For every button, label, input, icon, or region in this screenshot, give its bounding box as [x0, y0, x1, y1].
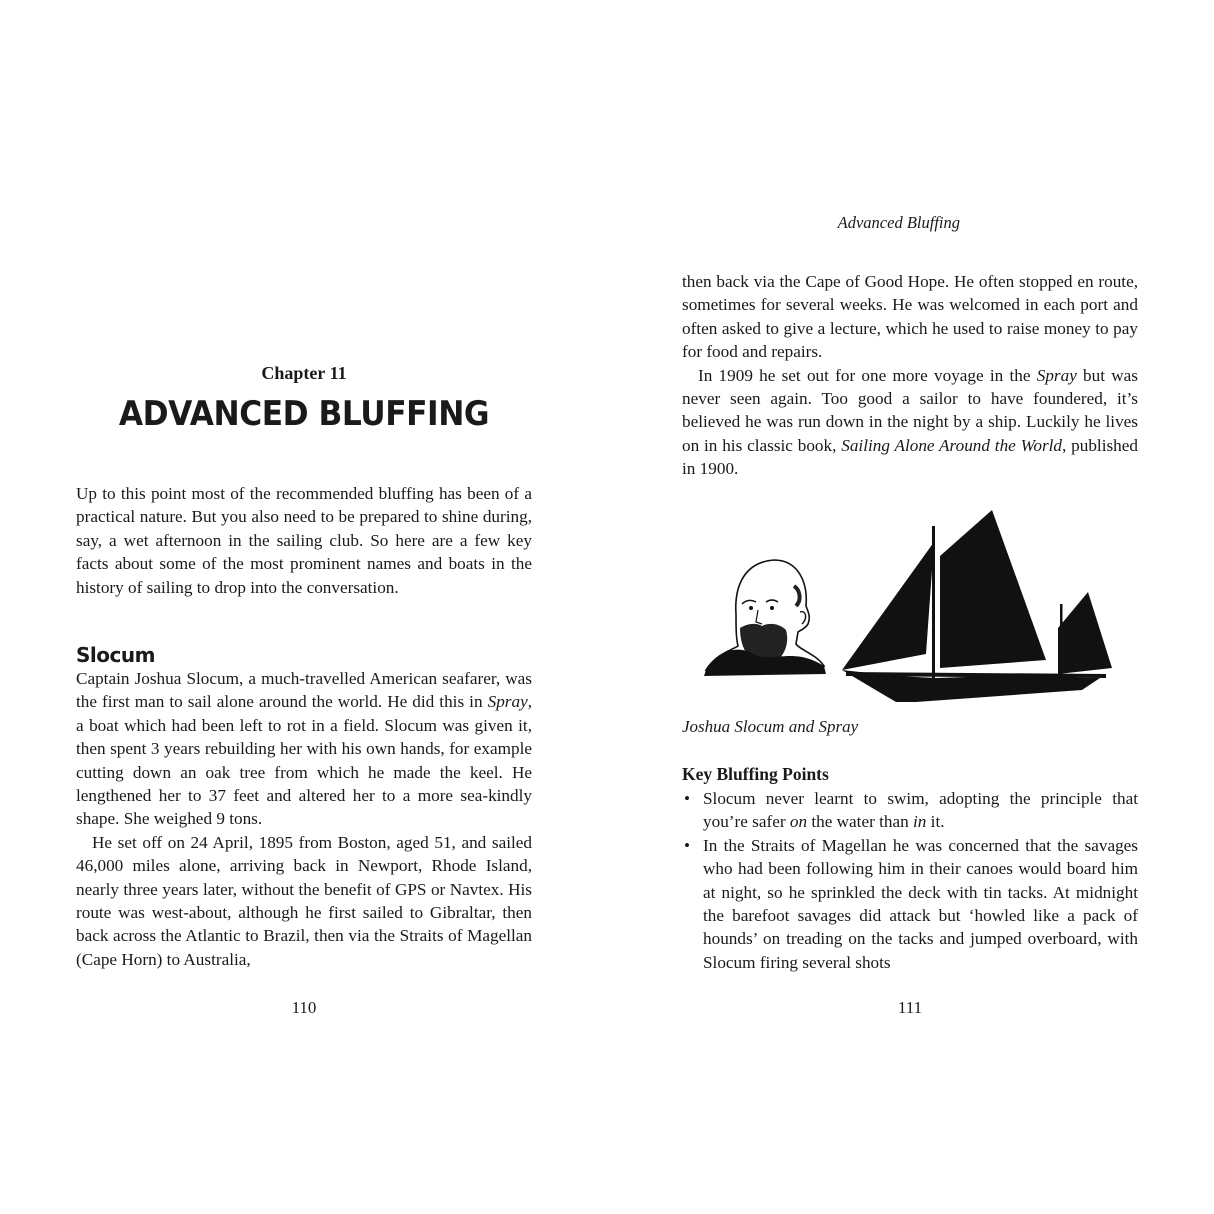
text-run: the water than	[807, 812, 913, 832]
illustration	[696, 494, 1126, 704]
key-points-heading: Key Bluffing Points	[682, 764, 829, 784]
page-number: 111	[897, 998, 923, 1017]
text-run: but was never seen again. Too good a sailor to have foundered, it’s believed he was run down in the night by a ship. Luckily he lives on in his classic book,	[682, 365, 1138, 455]
text-run: , a boat which had been left to rot in a field. Slocum was given it, then spent 3 years rebuilding her with his own hands, for example cutting down an oak tree from which he made the keel. He lengthened her to 37 feet and altered her to a more sea-kindly shape. She weighed 9 tons.	[76, 692, 532, 829]
chapter-label: Chapter 11	[261, 363, 347, 383]
page-number: 110	[291, 998, 317, 1017]
section-heading: Slocum	[76, 643, 155, 667]
intro-paragraph: Up to this point most of the recommended bluffing has been of a practical nature. But you also need to be prepared to shine during, say, a wet afternoon in the sailing club. So here are a few key facts about some of the most prominent names and boats in the history of sailing to drop into the conversation.	[76, 484, 532, 597]
text-run: Slocum never learnt to swim, adopting the principle that you’re safer	[703, 789, 1138, 832]
paragraph: then back via the Cape of Good Hope. He often stopped en route, sometimes for several weeks. He was welcomed in each port and often asked to give a lecture, which he used to raise money to pay for food and repairs.	[682, 272, 1138, 362]
section-body	[76, 667, 532, 971]
text-run: it.	[926, 812, 945, 832]
running-head-text: Advanced Bluffing	[837, 213, 960, 232]
paragraph	[76, 667, 532, 831]
chapter-title: ADVANCED BLUFFING	[118, 394, 490, 434]
illustration-caption: Joshua Slocum and Spray	[682, 717, 859, 736]
bearded-man-portrait-icon	[696, 494, 1126, 704]
boat-name: Spray	[1036, 365, 1077, 385]
list-item	[682, 787, 1138, 834]
paragraph: He set off on 24 April, 1895 from Boston, aged 51, and sailed 46,000 miles alone, arriving back in Newport, Rhode Island, nearly three years later, without the benefit of GPS or Navtex. His route was west-about, although he first sailed to Gibraltar, then back across the Atlantic to Brazil, then via the Straits of Magellan (Cape Horn) to Australia,	[76, 832, 532, 969]
key-points-list	[682, 787, 1138, 974]
portrait-icon	[704, 560, 826, 676]
emphasis: in	[913, 812, 927, 832]
text-run: Captain Joshua Slocum, a much-travelled American seafarer, was the first man to sail alone around the world. He did this in	[76, 669, 532, 712]
text-run: , published in 1900.	[682, 435, 1138, 479]
running-head	[682, 213, 1138, 233]
list-item: • In the Straits of Magellan he was concerned that the savages who had been following him in their canoes would board him at night, so he sprinkled the deck with tin tacks. At midnight the barefoot savages did attack but ‘howled like a pack of hounds’ on treading on the tacks and jumped overboard, with Slocum firing several shots	[682, 834, 1138, 974]
left-page	[76, 0, 532, 1214]
paragraph	[682, 364, 1138, 481]
right-page	[682, 0, 1138, 1214]
boat-name: Spray	[487, 692, 528, 712]
continued-text	[682, 270, 1138, 481]
text-run: In 1909 he set out for one more voyage in the	[698, 365, 1037, 385]
sailboat-silhouette-icon	[842, 510, 1112, 702]
book-title: Sailing Alone Around the World	[841, 435, 1063, 455]
emphasis: on	[789, 812, 808, 832]
